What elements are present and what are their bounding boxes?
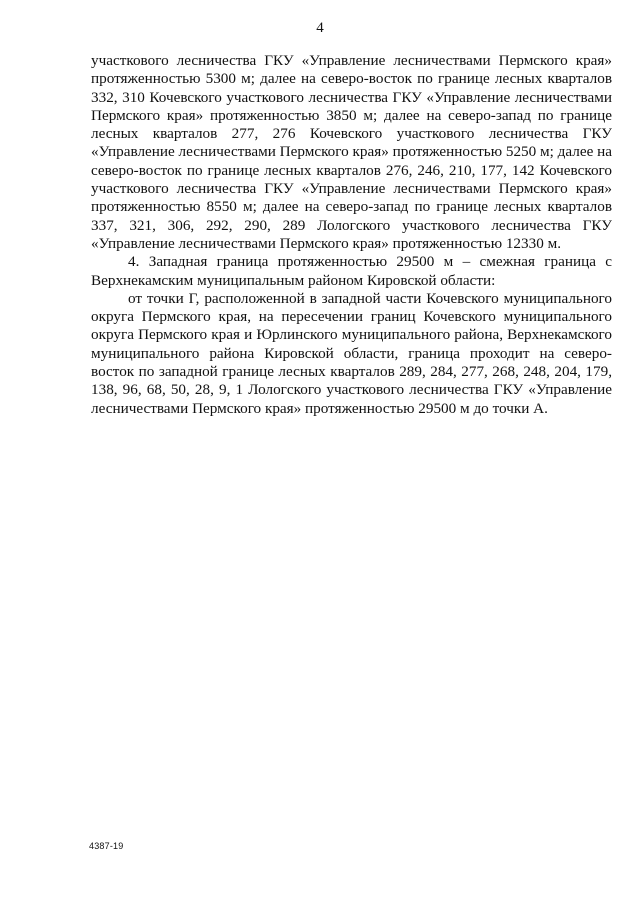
paragraph-continuation: участкового лесничества ГКУ «Управление лесничествами Пермского края» протяженностью 5300 м; далее на северо-восток по границе лесных кварталов 332, 310 Кочевского участкового лесничества ГКУ «Управление лесничествами Пермского края» протяженностью 3850 м; далее на северо-запад по границе лесных кварталов 277, 276 Кочевского участкового лесничества ГКУ «Управление лесничествами Пермского края» протяженностью 5250 м; далее на северо-восток по границе лесных кварталов 276, 246, 210, 177, 142 Кочевского участкового лесничества ГКУ «Управление лесничествами Пермского края» протяженностью 8550 м; далее на северо-запад по границе лесных кварталов 337, 321, 306, 292, 290, 289 Лологского участкового лесничества ГКУ «Управление лесничествами Пермского края» протяженностью 12330 м.: [91, 52, 612, 252]
paragraph-boundary-description: от точки Г, расположенной в западной части Кочевского муниципального округа Пермского края, на пересечении границ Кочевского муниципального округа Пермского края и Юрлинского муниципального района, Верхнекамского муниципального района Кировской области, граница проходит на северо-восток по западной границе лесных кварталов 289, 284, 277, 268, 248, 204, 179, 138, 96, 68, 50, 28, 9, 1 Лологского участкового лесничества ГКУ «Управление лесничествами Пермского края» протяженностью 29500 м до точки А.: [91, 289, 612, 417]
document-code: 4387-19: [89, 841, 124, 851]
paragraph-western-boundary: 4. Западная граница протяженностью 29500 м – смежная граница с Верхнекамским муниципальным районом Кировской области:: [91, 253, 612, 289]
document-body: [91, 52, 612, 418]
page-number: 4: [316, 20, 324, 36]
